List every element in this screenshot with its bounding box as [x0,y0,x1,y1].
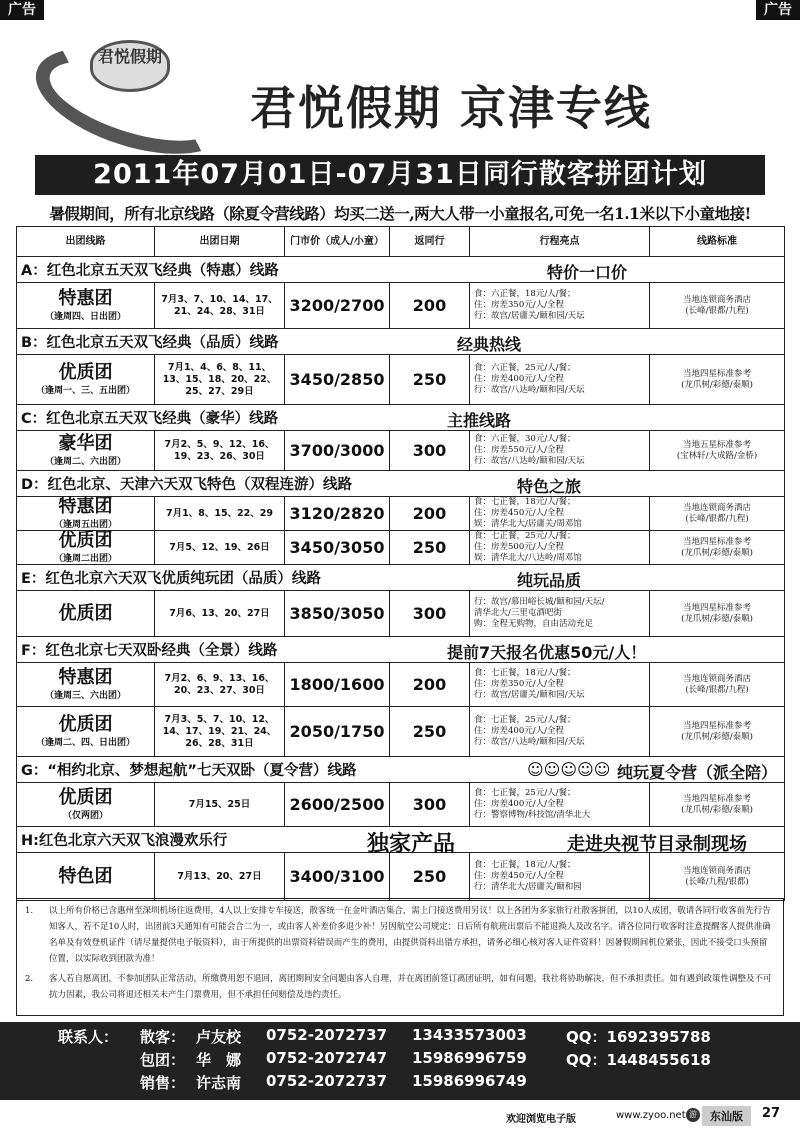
standard-cell [650,283,785,329]
plan-title: 2011年07月01日-07月31日同行散客拼团计划 [35,155,765,195]
standard-line: 当地四星标准参考 [682,720,751,731]
contact-mobile: 15986996749 [412,1072,527,1090]
col-standard: 线路标准 [650,227,785,257]
highlight-line: 购：全程无购物，自由活动充足 [474,619,594,629]
group-name: 豪华团 [58,433,113,454]
note-text: 客人若自愿离团，不参加团队正常活动，所缴费用恕不退回，离团期间安全问题由客人自理，并在离团前签订离团证明，如有问题，我社将协助解决，但不承担责任。如有遇到政策性调整及不可抗力因素，我公司将退还相关未产生门票费用，但不承担任何赔偿及违约责任。 [49,974,772,1000]
group-schedule: （逢周二、四、日出团） [35,738,135,748]
date-line: 7月2、6、9、13、16、 [164,672,275,684]
section-tag: 特色之旅 [517,477,582,496]
highlight-line: 行：警察博物/科技馆/清华北大 [474,810,591,820]
group-name: 优质团 [58,714,113,735]
footer-badge-icon: 游 [686,1108,700,1122]
highlight-line: 食：七正餐，18元/人/餐； [474,668,576,678]
highlights-cell [470,591,650,637]
group-cell [17,431,155,471]
highlight-line: 住：房差400元/人/全程 [474,374,564,384]
standard-line: 当地连锁商务酒店 [682,673,751,684]
highlights-cell [470,663,650,707]
standard-cell [650,853,785,901]
contact-name: 华 娜 [196,1051,242,1069]
ad-label-right: 广告 [756,0,800,20]
standard-cell [650,497,785,531]
section-title-text: H:红色北京六天双飞浪漫欢乐行 [21,833,228,849]
section-tag: 特价一口价 [547,263,628,282]
page-number: 27 [762,1106,781,1121]
group-cell [17,497,155,531]
group-cell [17,707,155,757]
table-row [17,497,785,531]
dates-cell [155,497,285,531]
section-title [17,637,785,663]
group-cell [17,355,155,405]
highlight-line: 娱：清华北大/居庸关/周邓馆 [474,519,582,529]
standard-line: (长峰/银都/九程) [685,513,749,524]
highlight-line: 行：故宫/八达岭/颐和园/天坛 [474,385,585,395]
table-row [17,531,785,565]
standard-cell [650,663,785,707]
highlight-line: 住：房差400元/人/全程 [474,799,564,809]
standard-line: (龙爪树/彩德/泰顺) [681,613,753,624]
contact-phone: 0752-2072737 [266,1026,388,1044]
table-row [17,431,785,471]
price-cell: 2600/2500 [285,783,390,827]
section-title [17,405,785,431]
highlight-line: 行：故宫/居庸关/颐和园/天坛 [474,311,585,321]
group-name: 特惠团 [58,496,113,517]
footer-welcome: 欢迎浏览电子版 [506,1114,576,1125]
highlight-line: 食：六正餐，25元/人/餐； [474,363,576,373]
date-line: 7月2、5、9、12、16、 [164,438,275,450]
group-name: 特惠团 [58,667,113,688]
highlight-line: 食：七正餐，18元/人/餐； [474,497,576,507]
group-name: 特惠团 [58,288,113,309]
standard-cell [650,355,785,405]
highlights-cell [470,853,650,901]
date-line: 19、23、26、30日 [174,450,265,462]
section-header [17,257,785,283]
note-number: 2. [25,974,34,984]
group-cell [17,531,155,565]
section-tag: 纯玩品质 [517,571,582,590]
standard-line: 当地四星标准参考 [682,602,751,613]
table-row [17,283,785,329]
contact-row [0,1049,800,1072]
rebate-cell: 200 [390,283,470,329]
price-cell: 3450/2850 [285,355,390,405]
group-name: 优质团 [58,530,113,551]
standard-line: 当地连锁商务酒店 [682,865,751,876]
col-price: 门市价（成人/小童） [285,227,390,257]
group-schedule: （逢周四、日出团） [44,312,126,322]
highlights-cell [470,707,650,757]
dates-cell [155,853,285,901]
col-dates: 出团日期 [155,227,285,257]
group-schedule: （逢周三、六出团） [44,691,126,701]
table-row [17,355,785,405]
section-title-text: G：“相约北京、梦想起航”七天双卧（夏令营）线路 [21,763,357,779]
highlight-line: 住：房差550元/人/全程 [474,445,564,455]
group-cell [17,783,155,827]
rebate-cell: 300 [390,591,470,637]
rebate-cell: 200 [390,497,470,531]
price-cell: 3700/3000 [285,431,390,471]
highlight-line: 食：六正餐，30元/人/餐； [474,434,576,444]
group-cell [17,591,155,637]
date-line: 7月3、5、7、10、12、 [164,713,275,725]
highlight-line: 清华北大/三里屯酒吧街 [474,608,562,618]
contact-phone: 0752-2072747 [266,1049,388,1067]
price-cell: 1800/1600 [285,663,390,707]
section-header [17,471,785,497]
group-schedule: （逢周一、三、五出团） [35,386,135,396]
brand-logo [10,26,220,144]
standard-line: (长峰/九程/银都) [685,876,749,887]
highlight-line: 食：七正餐，25元/人/餐； [474,531,576,541]
standard-cell [650,431,785,471]
date-line: 7月5、12、19、26日 [169,541,270,553]
smiley-icons: ☺☺☺☺☺ [527,760,611,779]
highlight-line: 住：房差450元/人/全程 [474,508,564,518]
date-line: 26、28、31日 [185,737,254,749]
dates-cell [155,663,285,707]
rebate-cell: 200 [390,663,470,707]
highlights-cell [470,531,650,565]
section-tag: 提前7天报名优惠50元/人！ [447,643,647,662]
header [0,22,800,150]
section-title [17,329,785,355]
standard-cell [650,707,785,757]
tour-table [16,226,785,901]
highlight-line: 食：六正餐，18元/人/餐； [474,289,576,299]
col-highlights: 行程亮点 [470,227,650,257]
date-line: 7月15、25日 [188,798,251,810]
section-tag: 主推线路 [447,411,512,430]
group-name: 优质团 [58,602,113,624]
section-header [17,827,785,853]
date-line: 13、15、18、20、22、 [162,373,277,385]
section-title-text: D：红色北京、天津六天双飞特色（双程连游）线路 [21,477,353,493]
rebate-cell: 250 [390,355,470,405]
standard-line: (龙爪树/彩德/泰顺) [681,731,753,742]
table-row [17,853,785,901]
dates-cell [155,783,285,827]
contacts-bar [0,1022,800,1100]
date-line: 25、27、29日 [185,385,254,397]
standard-line: (龙爪树/彩德/泰顺) [681,547,753,558]
highlights-cell [470,431,650,471]
dates-cell [155,431,285,471]
price-cell: 3450/3050 [285,531,390,565]
standard-line: (宝林轩/大成路/金桥) [676,450,758,461]
date-line: 7月1、4、6、8、11、 [167,361,272,373]
price-cell: 3400/3100 [285,853,390,901]
group-name: 优质团 [58,362,113,383]
section-title [17,471,785,497]
col-route: 出团线路 [17,227,155,257]
highlights-cell [470,783,650,827]
section-tag: 纯玩夏令营（派全陪） [617,763,778,782]
dates-cell [155,591,285,637]
highlights-cell [470,497,650,531]
group-name: 优质团 [58,787,113,808]
contact-label: 联系人： [58,1028,119,1046]
contact-name: 卢友校 [196,1028,242,1046]
standard-line: (长峰/银都/九程) [685,684,749,695]
footer-site-link[interactable]: www.zyoo.net [616,1110,686,1121]
rebate-cell: 250 [390,707,470,757]
price-cell: 2050/1750 [285,707,390,757]
standard-cell [650,783,785,827]
highlight-line: 食：七正餐，25元/人/餐； [474,715,576,725]
price-cell: 3120/2820 [285,497,390,531]
table-row [17,591,785,637]
standard-line: (龙爪树/彩德/泰顺) [681,804,753,815]
contact-phone: 0752-2072737 [266,1072,388,1090]
section-header [17,637,785,663]
group-cell [17,283,155,329]
highlights-cell [470,355,650,405]
standard-cell [650,591,785,637]
section-title-text: B：红色北京五天双飞经典（品质）线路 [21,335,279,351]
section-header [17,565,785,591]
highlight-line: 行：故宫/八达岭/颐和园/天坛 [474,456,585,466]
section-header [17,329,785,355]
date-line: 7月6、13、20、27日 [169,607,270,619]
standard-line: (长峰/银都/九程) [685,305,749,316]
contact-role: 销售： [140,1074,186,1092]
note-2 [25,971,775,1003]
group-schedule: （逢周五出团） [53,520,117,530]
section-title [17,565,785,591]
contact-row [0,1026,800,1049]
page-footer [0,1104,800,1130]
contact-mobile: 13433573003 [412,1026,527,1044]
ad-label-left: 广告 [0,0,44,20]
highlight-line: 住：房差400元/人/全程 [474,726,564,736]
highlight-line: 住：房差450元/人/全程 [474,871,564,881]
section-tag: 独家产品 [367,832,456,857]
date-line: 20、23、27、30日 [174,684,265,696]
promo-line: 暑假期间，所有北京线路（除夏令营线路）均买二送一,两大人带一小童报名,可免一名1.1米以下小童地接! [49,204,751,223]
standard-line: 当地连锁商务酒店 [682,294,751,305]
section-header [17,757,785,783]
date-line: 14、17、19、21、24、 [162,725,277,737]
contact-row [0,1072,800,1095]
rebate-cell: 300 [390,431,470,471]
highlights-cell [470,283,650,329]
group-name: 特色团 [58,865,113,887]
highlight-line: 食：七正餐，25元/人/餐； [474,788,576,798]
contact-mobile: 15986996759 [412,1049,527,1067]
highlight-line: 娱：清华北大/八达岭/周邓馆 [474,553,582,563]
standard-line: (龙爪树/彩德/泰顺) [681,379,753,390]
section-title [17,757,785,783]
highlight-line: 食：七正餐，18元/人/餐； [474,860,576,870]
highlight-line: 住：房差350元/人/全程 [474,679,564,689]
date-line: 21、24、28、31日 [174,305,265,317]
highlight-line: 住：房差500元/人/全程 [474,542,564,552]
dates-cell [155,531,285,565]
note-1 [25,903,775,967]
highlight-line: 行：清华北大/居庸关/颐和园 [474,882,582,892]
section-title-text: A：红色北京五天双飞经典（特惠）线路 [21,263,279,279]
highlight-line: 行：故宫/居庸关/颐和园/天坛 [474,690,585,700]
highlight-line: 行：故宫/八达岭/颐和园/天坛 [474,737,585,747]
section-title-text: E：红色北京六天双飞优质纯玩团（品质）线路 [21,571,321,587]
logo-badge: 君悦假期 [90,40,170,92]
footer-edition: 东汕版 [702,1106,751,1126]
group-cell [17,853,155,901]
contact-qq: QQ：1448455618 [566,1051,711,1069]
brand-title: 君悦假期 京津专线 [250,81,653,135]
price-cell: 3200/2700 [285,283,390,329]
date-line: 7月3、7、10、14、17、 [161,293,278,305]
price-cell: 3850/3050 [285,591,390,637]
date-line: 7月1、8、15、22、29 [166,507,273,519]
group-cell [17,663,155,707]
standard-line: 当地五星标准参考 [682,439,751,450]
section-title-text: F：红色北京七天双卧经典（全景）线路 [21,643,278,659]
standard-line: 当地连锁商务酒店 [682,502,751,513]
section-title-text: C：红色北京五天双飞经典（豪华）线路 [21,411,279,427]
note-text: 以上所有价格已含惠州至深圳机场往返费用，4人以上安排专车接送，散客统一在金叶酒店集合，需上门接送费用另议！以上各团为多家旅行社散客拼团，以10人成团，敬请各同行收客前先行告知客人，若不足10人时，出团前3天通知有可能会合二为一，或由客人补差价多退少补！另因航空公司规定：日后所有航班出票后不能退换人及改名字。请各位同行收客时注意提醒客人提供准确名单及有效登机证件（请尽量提供电子版资料），由于所提供的出票资料错误而产生的费用，由提供资料出错方承担，请务必细心核对客人证件资料！因暑假期间机位紧张，因此不接受口头预留位置，以实际收到团款为准！ [49,906,771,964]
table-header [17,227,785,257]
standard-line: 当地四星标准参考 [682,536,751,547]
table-row [17,663,785,707]
standard-line: 当地四星标准参考 [682,793,751,804]
highlight-line: 住：房差350元/人/全程 [474,300,564,310]
table-row [17,783,785,827]
date-line: 7月13、20、27日 [177,870,262,882]
contact-qq: QQ：1692395788 [566,1028,711,1046]
contact-name: 许志南 [196,1074,242,1092]
section-title [17,257,785,283]
standard-cell [650,531,785,565]
notes-box [16,898,784,1016]
dates-cell [155,707,285,757]
highlight-line: 行：故宫/慕田峪长城/颐和园/天坛/ [474,597,605,607]
dates-cell [155,355,285,405]
rebate-cell: 250 [390,853,470,901]
dates-cell [155,283,285,329]
rebate-cell: 300 [390,783,470,827]
group-schedule: （逢周二出团） [53,554,117,564]
table-row [17,707,785,757]
note-number: 1. [25,906,34,916]
rebate-cell: 250 [390,531,470,565]
section-tag-secondary: 走进央视节目录制现场 [567,834,747,855]
section-title [17,827,785,857]
section-header [17,405,785,431]
group-schedule: （逢周二、六出团） [44,457,126,467]
section-tag: 经典热线 [457,335,522,354]
contact-role: 包团： [140,1051,186,1069]
col-rebate: 返同行 [390,227,470,257]
group-schedule: （仅两团） [62,811,108,821]
standard-line: 当地四星标准参考 [682,368,751,379]
contact-role: 散客： [140,1028,186,1046]
